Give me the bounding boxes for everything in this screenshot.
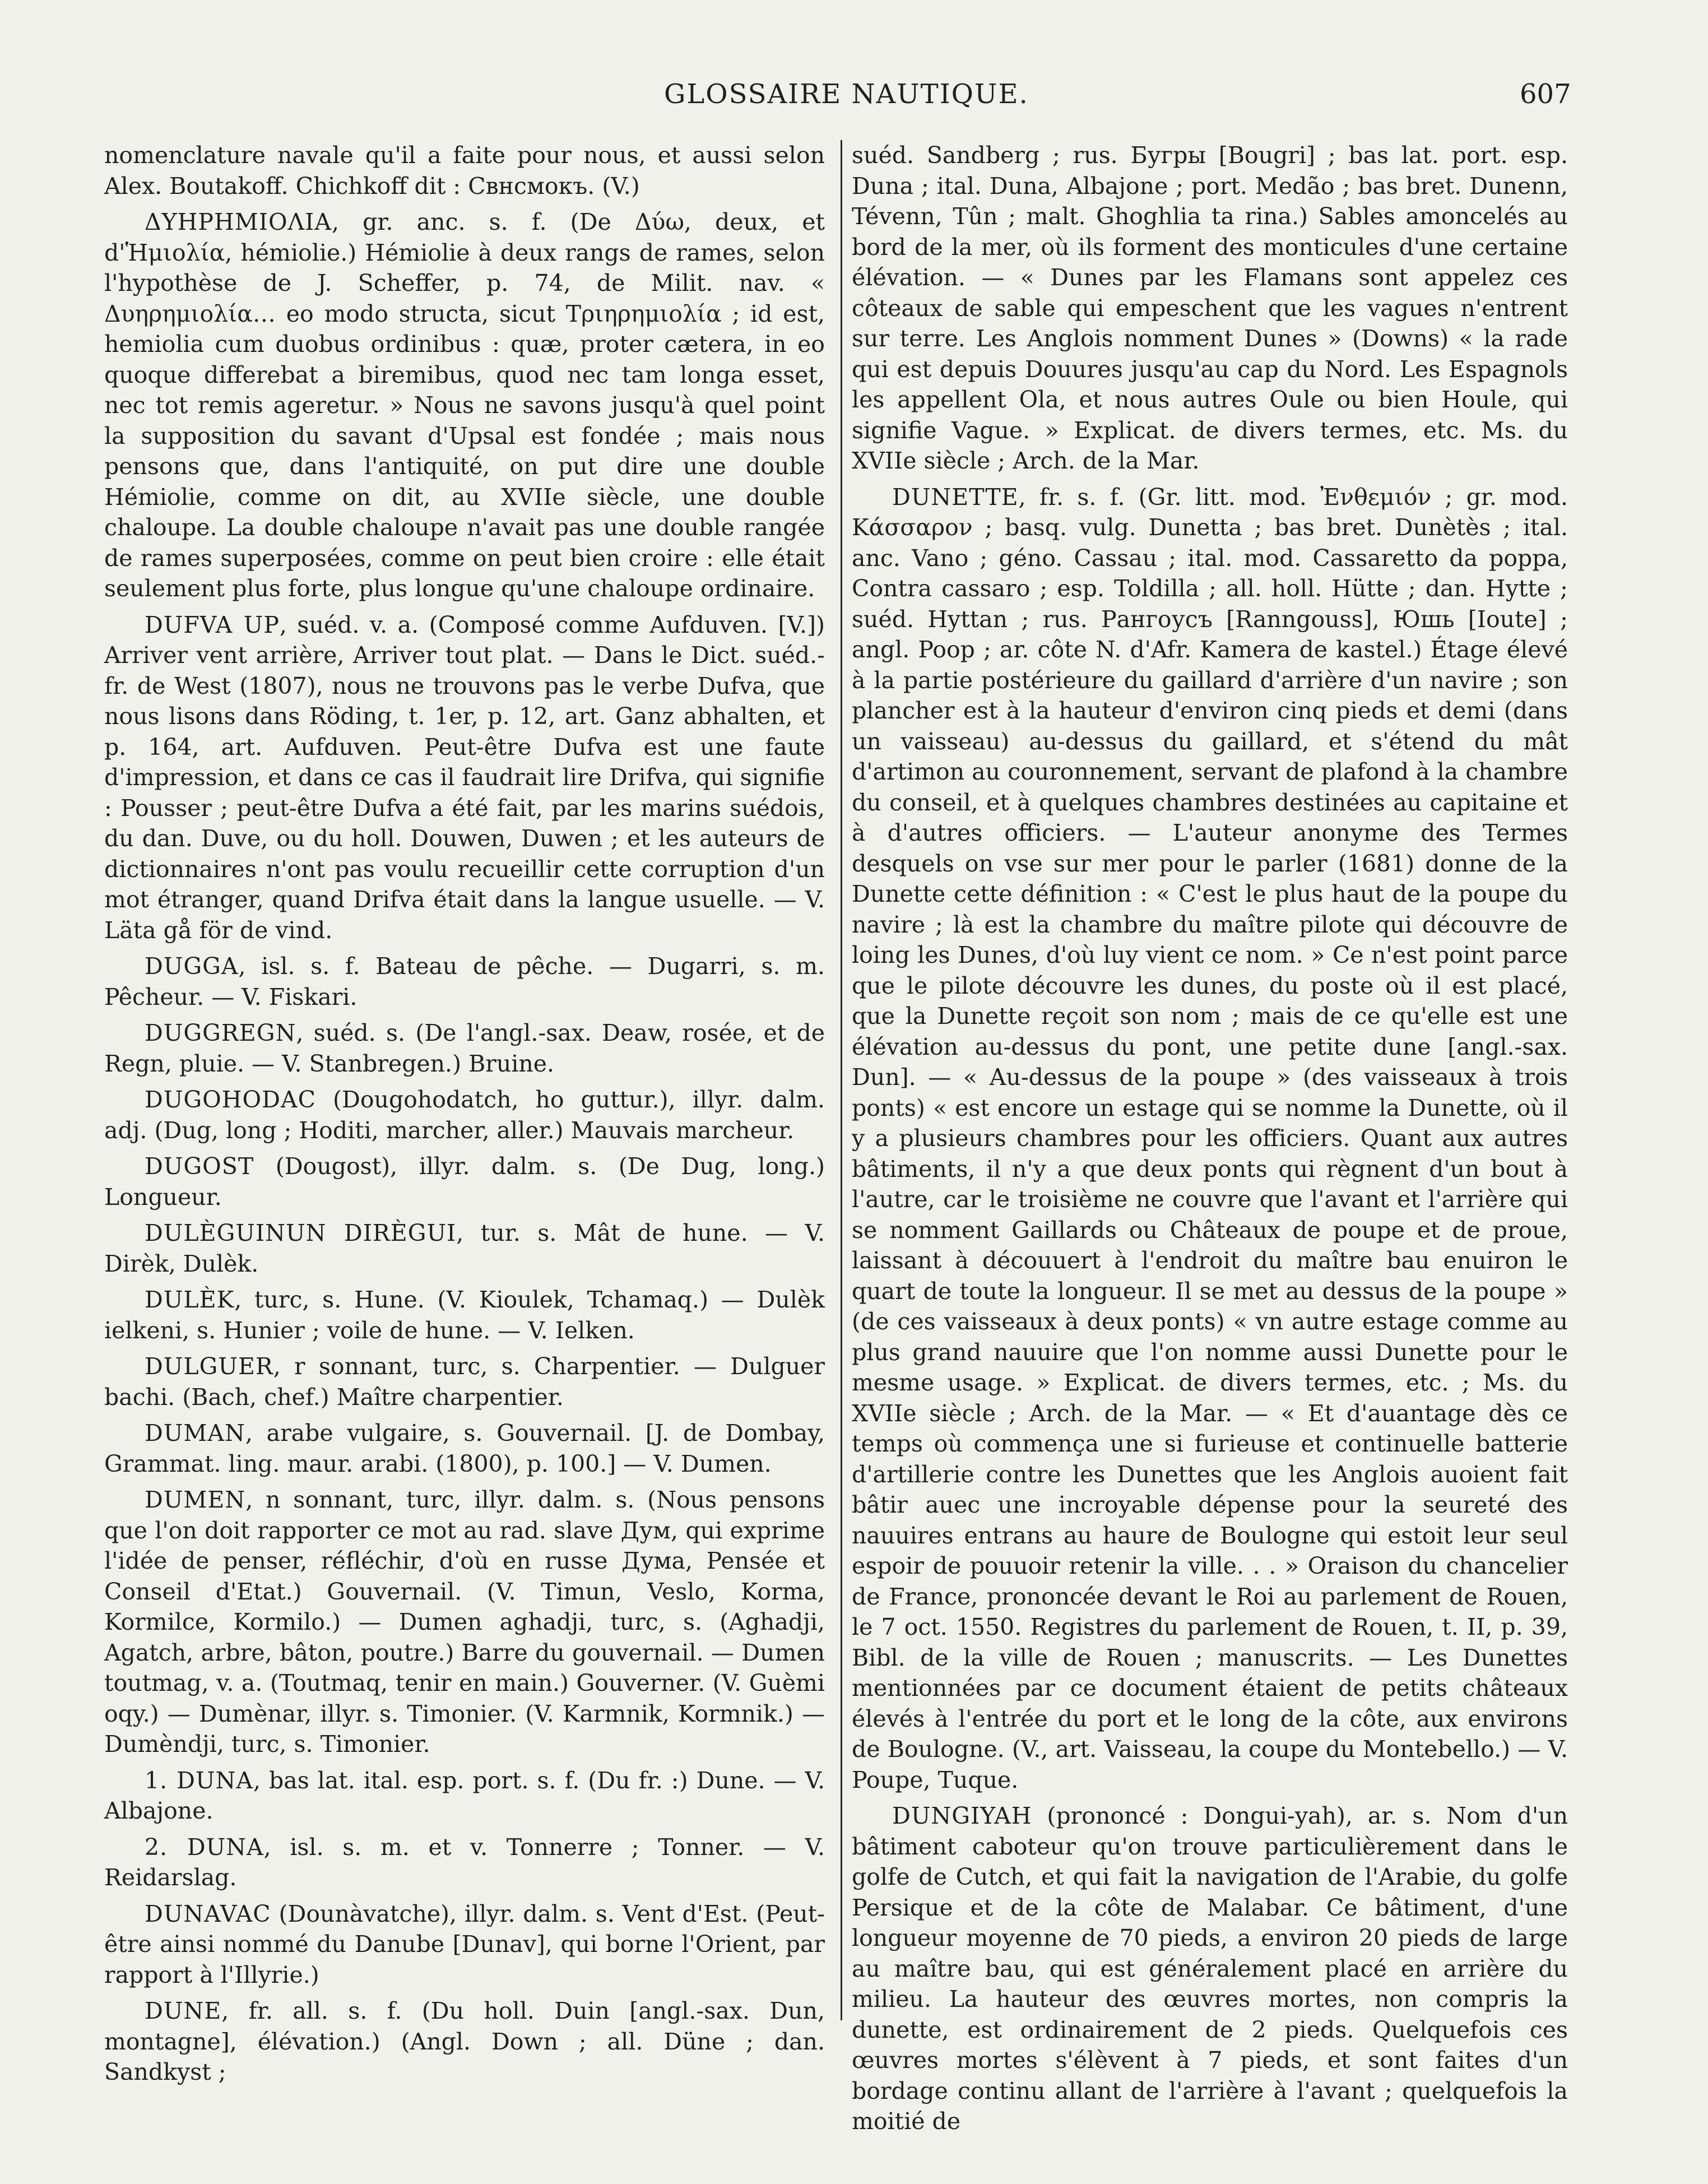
running-title: GLOSSAIRE NAUTIQUE.	[664, 78, 1029, 110]
glossary-entry	[104, 1765, 825, 1826]
glossary-entry	[104, 1351, 825, 1412]
headword: DUMAN	[145, 1420, 245, 1446]
right-column	[852, 140, 1568, 2143]
entry-text: , arabe vulgaire, s. Gouvernail. [J. de Dombay, Grammat. ling. maur. arabi. (1800), p. 100.] — V. Dumen.	[104, 1420, 825, 1477]
entry-text: , isl. s. m. et v. Tonnerre ; Tonner. — V. Reidarslag.	[104, 1833, 825, 1891]
entry-text: , n sonnant, turc, illyr. dalm. s. (Nous pensons que l'on doit rapporter ce mot au rad. slave Дум, qui exprime l'idée de penser, réfléchir, d'où en russe Дума, Pensée et Conseil d'Etat.) Gouvernail. (V. Timun, Veslo, Korma, Kormilce, Kormilo.) — Dumen aghadji, turc, s. (Aghadji, Agatch, arbre, bâton, poutre.) Barre du gouvernail. — Dumen toutmag, v. a. (Toutmaq, tenir en main.) Gouverner. (V. Guèmi oqy.) — Dumènar, illyr. s. Timonier. (V. Karmnik, Kormnik.) — Dumèndji, turc, s. Timonier.	[104, 1486, 825, 1758]
entry-text: , suéd. s. (De l'angl.-sax. Deaw, rosée, et de Regn, pluie. — V. Stanbregen.) Bruine.	[104, 1019, 825, 1077]
headword: DUNETTE	[892, 483, 1019, 511]
headword: DUNGIYAH	[892, 1802, 1032, 1829]
entry-text: , gr. anc. s. f. (De Δύω, deux, et d'Ἡμιολία, hémiolie.) Hémiolie à deux rangs de rames, selon l'hypothèse de J. Scheffer, p. 74, de Milit. nav. « Δυηρημιολία… eo modo structa, sicut Τριηρημιολία ; id est, hemiolia cum duobus ordinibus : quæ, proter cætera, in eo quoque differebat a biremibus, quod nec tam longa esset, nec tot remis ageretur. » Nous ne savons jusqu'à quel point la supposition du savant d'Upsal est fondée ; mais nous pensons que, dans l'antiquité, on put dire une double Hémiolie, comme on dit, au XVIIe siècle, une double chaloupe. La double chaloupe n'avait pas une double rangée de rames superposées, comme on peut bien croire : elle était seulement plus forte, plus longue qu'une chaloupe ordinaire.	[104, 208, 825, 602]
headword: DUFVA UP	[145, 611, 280, 638]
column-divider	[841, 140, 842, 2020]
entry-text: , suéd. v. a. (Composé comme Aufduven. [V.]) Arriver vent arrière, Arriver tout plat. — Dans le Dict. suéd.-fr. de West (1807), nous ne trouvons pas le verbe Dufva, que nous lisons dans Röding, t. 1er, p. 12, art. Ganz abhalten, et p. 164, art. Aufduven. Peut-être Dufva est une faute d'impression, et dans ce cas il faudrait lire Drifva, qui signifie : Pousser ; peut-être Dufva a été fait, par les marins suédois, du dan. Duve, ou du holl. Douwen, Duwen ; et les auteurs de dictionnaires n'ont pas voulu recueillir cette corruption d'un mot étranger, quand Drifva était dans la langue usuelle. — V. Läta gå för de vind.	[104, 611, 825, 944]
glossary-entry	[104, 951, 825, 1012]
page-header	[0, 78, 1708, 118]
glossary-entry	[104, 1899, 825, 1991]
headword: DUNE	[145, 1997, 222, 2024]
entry-text: , fr. all. s. f. (Du holl. Duin [angl.-sax. Dun, montagne], élévation.) (Angl. Down ; all. Düne ; dan. Sandkyst ;	[104, 1997, 825, 2085]
glossary-entry	[104, 1018, 825, 1079]
left-column	[104, 140, 825, 2093]
glossary-entry	[104, 140, 825, 201]
entry-text: (prononcé : Dongui-yah), ar. s. Nom d'un bâtiment caboteur qu'on trouve particulièrement dans le golfe de Cutch, et qui fait la navigation de l'Arabie, du golfe Persique et de la côte de Malabar. Ce bâtiment, d'une longueur moyenne de 70 pieds, a environ 20 pieds de large au maître bau, qui est généralement placé en arrière du milieu. La hauteur des œuvres mortes, non compris la dunette, est ordinairement de 2 pieds. Quelquefois ces œuvres mortes s'élèvent à 7 pieds, et sont faites d'un bordage continu allant de l'arrière à l'avant ; quelquefois la moitié de	[852, 1802, 1568, 2135]
glossary-entry	[104, 1218, 825, 1279]
glossary-entry	[104, 1832, 825, 1893]
glossary-entry	[104, 1084, 825, 1146]
entry-text: , turc, s. Hune. (V. Kioulek, Tchamaq.) — Dulèk ielkeni, s. Hunier ; voile de hune. — V. Ielken.	[104, 1286, 825, 1344]
entry-text: , r sonnant, turc, s. Charpentier. — Dulguer bachi. (Bach, chef.) Maître charpentier.	[104, 1353, 825, 1411]
headword: ΔΥΗΡΗΜΙΟΛΙΑ	[145, 208, 332, 235]
entry-text: (Dounàvatche), illyr. dalm. s. Vent d'Est. (Peut-être ainsi nommé du Danube [Dunav], qui borne l'Orient, par rapport à l'Illyrie.)	[104, 1900, 825, 1988]
entry-text: , tur. s. Mât de hune. — V. Dirèk, Dulèk.	[104, 1219, 825, 1277]
entry-text: , isl. s. f. Bateau de pêche. — Dugarri, s. m. Pêcheur. — V. Fiskari.	[104, 953, 825, 1010]
headword: DULÈGUINUN DIRÈGUI	[145, 1219, 457, 1246]
headword: DUGOHODAC	[145, 1086, 317, 1113]
headword: 2. DUNA	[145, 1833, 264, 1861]
headword: DULÈK	[145, 1286, 235, 1313]
glossary-entry	[104, 1151, 825, 1212]
glossary-entry	[104, 610, 825, 946]
headword: 1. DUNA	[145, 1766, 254, 1794]
glossary-entry	[104, 1485, 825, 1760]
entry-text: nomenclature navale qu'il a faite pour nous, et aussi selon Alex. Boutakoff. Chichkoff dit : Свнсмокъ. (V.)	[104, 142, 825, 200]
glossary-entry	[852, 482, 1568, 1796]
glossary-entry	[852, 1801, 1568, 2137]
headword: DULGUER	[145, 1353, 273, 1380]
entry-text: (Dougohodatch, ho guttur.), illyr. dalm. adj. (Dug, long ; Hoditi, marcher, aller.) Mauvais marcheur.	[104, 1086, 825, 1144]
glossary-entry	[104, 1418, 825, 1479]
entry-text: , bas lat. ital. esp. port. s. f. (Du fr. :) Dune. — V. Albajone.	[104, 1766, 825, 1824]
headword: DUNAVAC	[145, 1900, 271, 1927]
glossary-entry	[852, 140, 1568, 476]
headword: DUGOST	[145, 1153, 254, 1180]
entry-text: (Dougost), illyr. dalm. s. (De Dug, long.) Longueur.	[104, 1153, 825, 1211]
headword: DUMEN	[145, 1486, 246, 1513]
glossary-entry	[104, 1996, 825, 2088]
entry-text: , fr. s. f. (Gr. litt. mod. Ἐνθεμιόν ; gr. mod. Κάσσαρον ; basq. vulg. Dunetta ; bas bret. Dunètès ; ital. anc. Vano ; géno. Cassau ; ital. mod. Cassaretto da poppa, Contra cassaro ; esp. Toldilla ; all. holl. Hütte ; dan. Hytte ; suéd. Hyttan ; rus. Рангоусъ [Ranngouss], Юшь [Ioute] ; angl. Poop ; ar. côte N. d'Afr. Kamera de kastel.) Étage élevé à la partie postérieure du gaillard d'arrière d'un navire ; son plancher est à la hauteur d'environ cinq pieds et demi (dans un vaisseau) au-dessus du gaillard, et s'étend du mât d'artimon au couronnement, servant de plafond à la chambre du conseil, et à quelques chambres destinées au capitaine et à d'autres officiers. — L'auteur anonyme des Termes desquels on vse sur mer pour le parler (1681) donne de la Dunette cette définition : « C'est le plus haut de la poupe du navire ; là est la chambre du maître pilote qui découvre de loing les Dunes, d'où luy vient ce nom. » Ce n'est point parce que le pilote découvre les dunes, du poste où il est placé, que la Dunette reçoit son nom ; mais de ce qu'elle est une élévation au-dessus du pont, une petite dune [angl.-sax. Dun]. — « Au-dessus de la poupe » (des vaisseaux à trois ponts) « est encore un estage qui se nomme la Dunette, où il y a plusieurs chambres pour les officiers. Quant aux autres bâtiments, il n'y a que deux ponts qui règnent d'un bout à l'autre, car le troisième ne couvre que l'avant et l'arrière qui se nomment Gaillards ou Châteaux de poupe et de proue, laissant à découuert à l'endroit du maître bau enuiron le quart de toute la longueur. Il se met au dessus de la poupe » (de ces vaisseaux à deux ponts) « vn autre estage comme au plus grand nauuire que l'on nomme aussi Dunette pour le mesme usage. » Explicat. de divers termes, etc. ; Ms. du XVIIe siècle ; Arch. de la Mar. — « Et d'auantage dès ce temps où commença une si furieuse et continuelle batterie d'artillerie contre les Dunettes que les Anglois auoient fait bâtir auec une incroyable dépense pour la seureté des nauuires entrans au haure de Boulogne qui estoit leur seul espoir de pouuoir retenir la ville. . . » Oraison du chancelier de France, prononcée devant le Roi au parlement de Rouen, le 7 oct. 1550. Registres du parlement de Rouen, t. II, p. 39, Bibl. de la ville de Rouen ; manuscrits. — Les Dunettes mentionnées par ce document étaient de petits châteaux élevés à l'entrée du port et le long de la côte, aux environs de Boulogne. (V., art. Vaisseau, la coupe du Montebello.) — V. Poupe, Tuque.	[852, 483, 1568, 1793]
headword: DUGGA	[145, 953, 239, 980]
headword: DUGGREGN	[145, 1019, 296, 1046]
glossary-entry	[104, 1285, 825, 1346]
glossary-entry	[104, 207, 825, 604]
page-number: 607	[1520, 78, 1571, 110]
entry-text: suéd. Sandberg ; rus. Бугры [Bougri] ; bas lat. port. esp. Duna ; ital. Duna, Albajone ; port. Medão ; bas bret. Dunenn, Tévenn, Tûn ; malt. Ghoghlia ta rina.) Sables amoncelés au bord de la mer, où ils forment des monticules d'une certaine élévation. — « Dunes par les Flamans sont appelez ces côteaux de sable qui empeschent que les vagues n'entrent sur terre. Les Anglois nomment Dunes » (Downs) « la rade qui est depuis Douures jusqu'au cap du Nord. Les Espagnols les appellent Ola, et nous autres Oule ou bien Houle, qui signifie Vague. » Explicat. de divers termes, etc. Ms. du XVIIe siècle ; Arch. de la Mar.	[852, 142, 1568, 474]
